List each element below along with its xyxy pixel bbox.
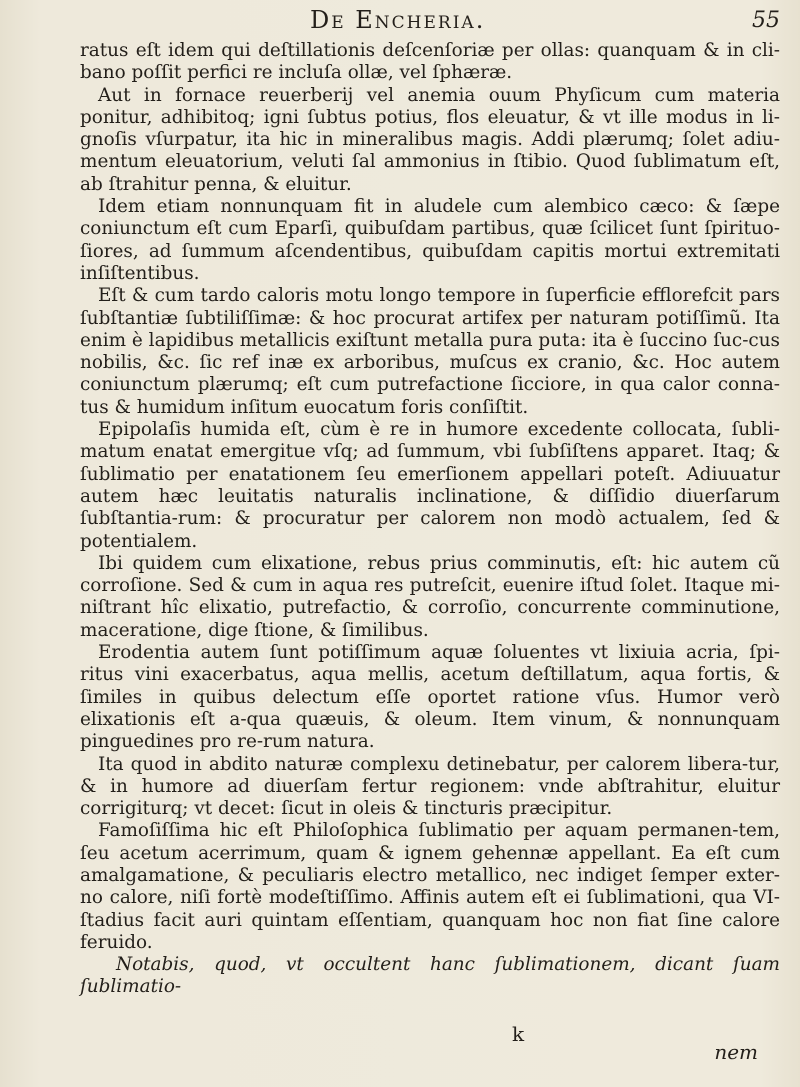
running-head: De Encheria. xyxy=(310,6,486,34)
paragraph-9: Famoſiſſima hic eſt Philoſophica ſublimatio per aquam permanen-tem, ſeu acetum acerrimum, quam & ignem gehennæ appellant. Ea eſt cum amalgamatione, & peculiaris electro metallico, nec indiget ſemper exter-no calore, niſi fortè modeſtiſſimo. Affinis autem eſt ei ſublimationi, qua VI-ſtadius facit auri quintam eſſentiam, quanquam hoc non fiat ſine calore feruido. xyxy=(80,820,780,953)
catchword: nem xyxy=(714,1040,758,1064)
paragraph-2: Aut in fornace reuerberij vel anemia ouum Phyſicum cum materia ponitur, adhibitoq; igni ſubtus potius, flos eleuatur, & vt ille modus in li-gnoſis vſurpatur, ita hic in mineralibus magis. Addi plærumq; ſolet adiu-mentum eleuatorium, veluti ſal ammonius in ſtibio. Quod ſublimatum eſt, ab ſtrahitur penna, & eluitur. xyxy=(80,84,780,195)
signature-mark: k xyxy=(512,1022,525,1046)
paragraph-6: Ibi quidem cum elixatione, rebus prius comminutis, eſt: hic autem cũ corroſione. Sed & cum in aqua res putreſcit, euenire iſtud ſolet. Itaque mi-niſtrant hîc elixatio, putrefactio, & corroſio, concurrente comminutione, maceratione, dige ſtione, & ſimilibus. xyxy=(80,552,780,641)
paragraph-3: Idem etiam nonnunquam fit in aludele cum alembico cæco: & ſæpe coniunctum eſt cum Eparſi, quibuſdam partibus, quæ ſcilicet ſunt ſpirituo-ſiores, ad ſummum aſcendentibus, quibuſdam capitis mortui extremitati inſiſtentibus. xyxy=(80,196,780,284)
page-header xyxy=(80,6,780,40)
page-number: 55 xyxy=(752,8,780,33)
paragraph-7: Erodentia autem ſunt potiſſimum aquæ ſoluentes vt lixiuia acria, ſpi-ritus vini exacerbatus, aqua mellis, acetum deſtillatum, aqua fortis, & ſimiles in quibus delectum eſſe oportet ratione vſus. Humor verò elixationis eſt a-qua quæuis, & oleum. Item vinum, & nonnunquam pinguedines pro re-rum natura. xyxy=(80,642,780,753)
paragraph-8: Ita quod in abdito naturæ complexu detinebatur, per calorem libera-tur, & in humore ad diuerſam fertur regionem: vnde abſtrahitur, eluitur corrigiturq; vt decet: ſicut in oleis & tincturis præcipitur. xyxy=(80,753,780,820)
paragraph-1: ratus eſt idem qui deſtillationis deſcenſoriæ per ollas: quanquam & in cli-bano poſſit perfici re incluſa ollæ, vel ſphæræ. xyxy=(80,40,780,84)
italic-note-line: Notabis, quod, vt occultent hanc ſublimationem, dicant ſuam ſublimatio- xyxy=(80,954,780,998)
paragraph-5: Epipolaſis humida eſt, cùm è re in humore excedente collocata, ſubli-matum enatat emergitue vſq; ad ſummum, vbi ſubſiſtens apparet. Itaq; & ſublimatio per enatationem ſeu emerſionem appellari poteſt. Adiuuatur autem hæc leuitatis naturalis inclinatione, & diſſidio diuerſarum ſubſtantia-rum: & procuratur per calorem non modò actualem, ſed & potentialem. xyxy=(80,419,780,552)
body-text xyxy=(80,40,780,999)
paragraph-4: Eſt & cum tardo caloris motu longo tempore in ſuperficie efflorefcit pars ſubſtantiæ ſubtiliſſimæ: & hoc procurat artifex per naturam potiſſimũ. Ita enim è lapidibus metallicis exiſtunt metalla pura puta: ita è ſuccino ſuc-cus nobilis, &c. ſic ref inæ ex arboribus, muſcus ex cranio, &c. Hoc autem coniunctum plærumq; eſt cum putrefactione ſicciore, in qua calor conna-tus & humidum inſitum euocatum foris conſiſtit. xyxy=(80,285,780,418)
